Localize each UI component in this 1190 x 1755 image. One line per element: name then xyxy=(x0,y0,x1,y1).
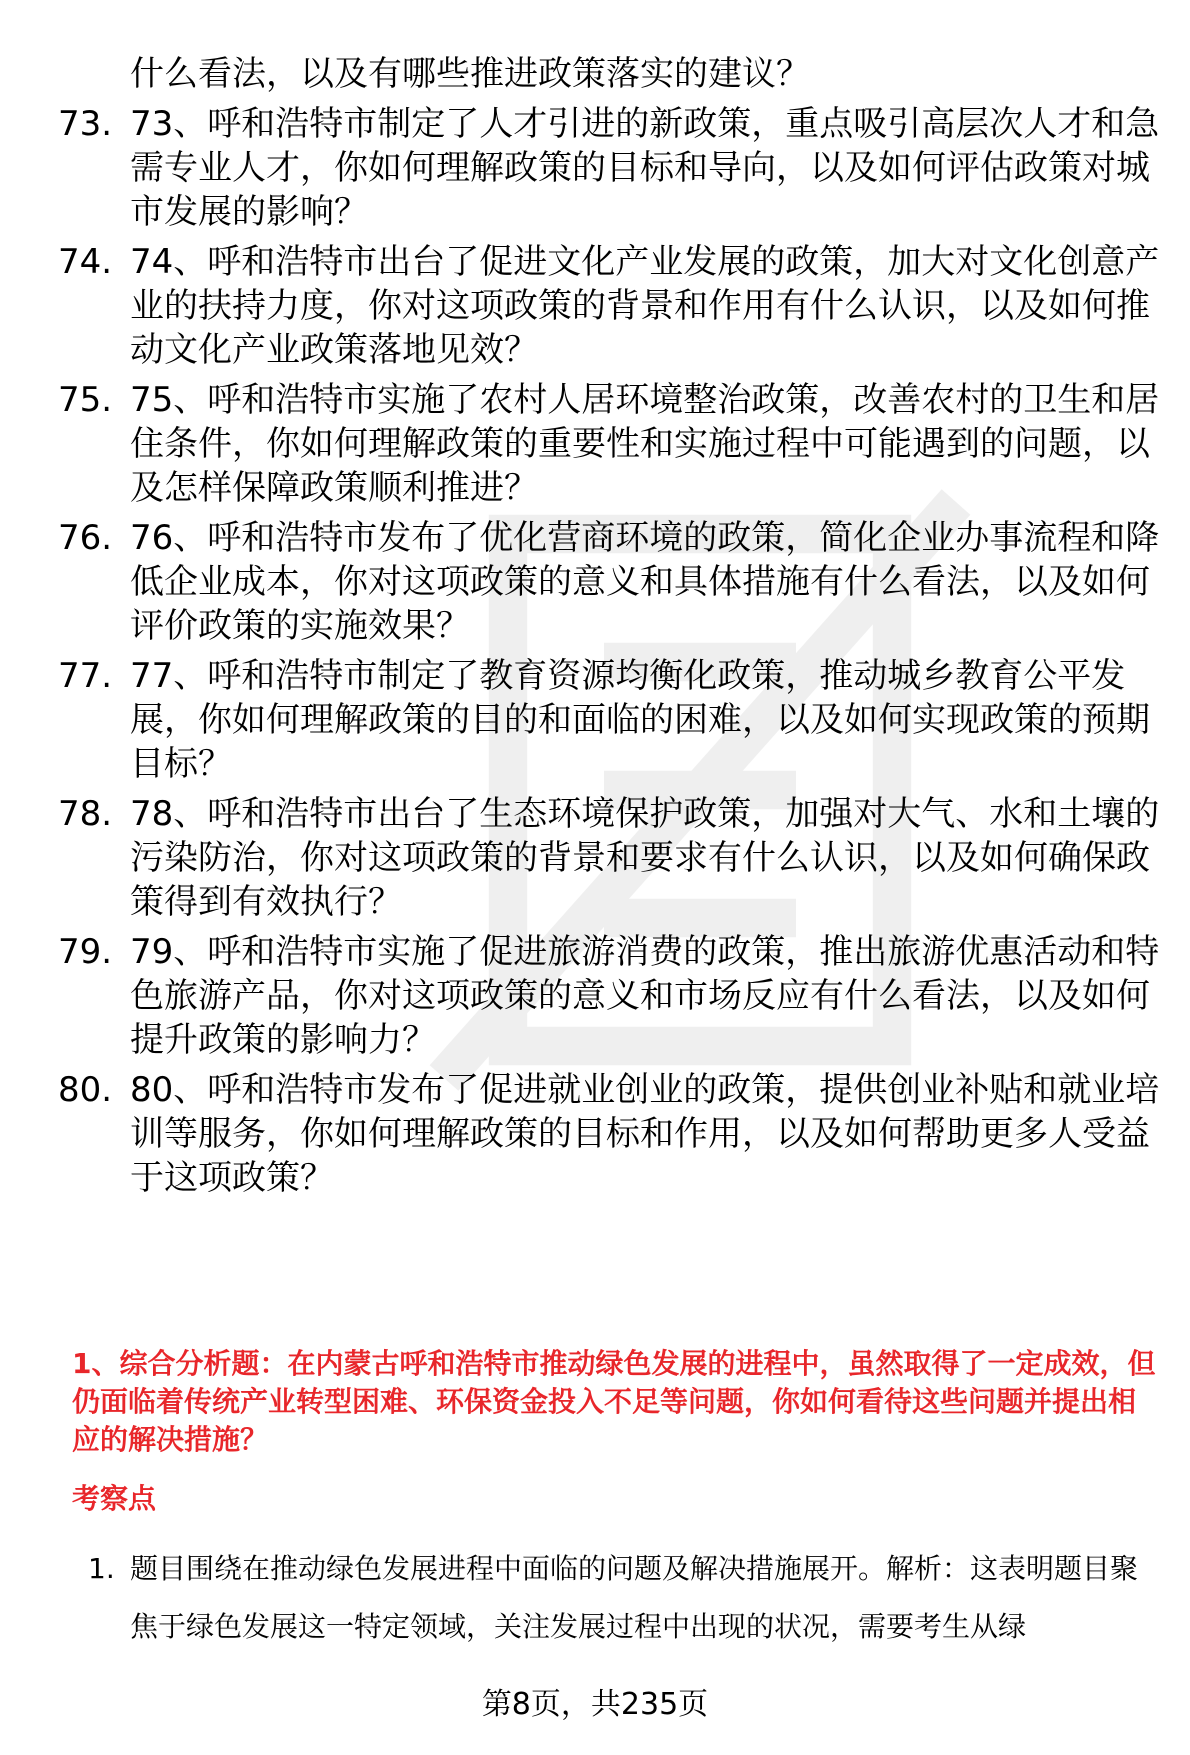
question-number: 79. xyxy=(58,932,113,972)
question-number: 80. xyxy=(58,1070,113,1110)
question-number: 77. xyxy=(58,656,113,696)
question-number: 76. xyxy=(58,518,113,558)
question-number: 75. xyxy=(58,380,113,420)
question-text: 78、呼和浩特市出台了生态环境保护政策，加强对大气、水和土壤的污染防治，你对这项政策的背景和要求有什么认识，以及如何确保政策得到有效执行？ xyxy=(130,794,1160,922)
analysis-question-heading: 1、综合分析题：在内蒙古呼和浩特市推动绿色发展的进程中，虽然取得了一定成效，但仍面临着传统产业转型困难、环保资金投入不足等问题，你如何看待这些问题并提出相应的解决措施？ xyxy=(72,1347,1156,1456)
question-text: 74、呼和浩特市出台了促进文化产业发展的政策，加大对文化创意产业的扶持力度，你对这项政策的背景和作用有什么认识，以及如何推动文化产业政策落地见效？ xyxy=(130,242,1160,370)
kaochadian-label: 考察点 xyxy=(72,1482,157,1515)
page-footer: 第8页，共235页 xyxy=(481,1687,709,1722)
question-text: 80、呼和浩特市发布了促进就业创业的政策，提供创业补贴和就业培训等服务，你如何理解政策的目标和作用，以及如何帮助更多人受益于这项政策？ xyxy=(130,1070,1160,1198)
question-text: 75、呼和浩特市实施了农村人居环境整治政策，改善农村的卫生和居住条件，你如何理解政策的重要性和实施过程中可能遇到的问题，以及怎样保障政策顺利推进？ xyxy=(130,380,1160,508)
question-number: 73. xyxy=(58,104,113,144)
question-text: 76、呼和浩特市发布了优化营商环境的政策，简化企业办事流程和降低企业成本，你对这项政策的意义和具体措施有什么看法，以及如何评价政策的实施效果？ xyxy=(130,518,1160,646)
continuation-line: 什么看法，以及有哪些推进政策落实的建议？ xyxy=(130,54,810,94)
question-number: 78. xyxy=(58,794,113,834)
question-text: 79、呼和浩特市实施了促进旅游消费的政策，推出旅游优惠活动和特色旅游产品，你对这项政策的意义和市场反应有什么看法，以及如何提升政策的影响力？ xyxy=(130,932,1160,1060)
question-text: 73、呼和浩特市制定了人才引进的新政策，重点吸引高层次人才和急需专业人才，你如何理解政策的目标和导向，以及如何评估政策对城市发展的影响？ xyxy=(130,104,1160,232)
question-text: 77、呼和浩特市制定了教育资源均衡化政策，推动城乡教育公平发展，你如何理解政策的目的和面临的困难，以及如何实现政策的预期目标？ xyxy=(130,656,1150,784)
question-number: 74. xyxy=(58,242,113,282)
point-text: 题目围绕在推动绿色发展进程中面临的问题及解决措施展开。解析：这表明题目聚焦于绿色发展这一特定领域，关注发展过程中出现的状况，需要考生从绿 xyxy=(130,1552,1139,1643)
point-number: 1. xyxy=(88,1552,115,1585)
